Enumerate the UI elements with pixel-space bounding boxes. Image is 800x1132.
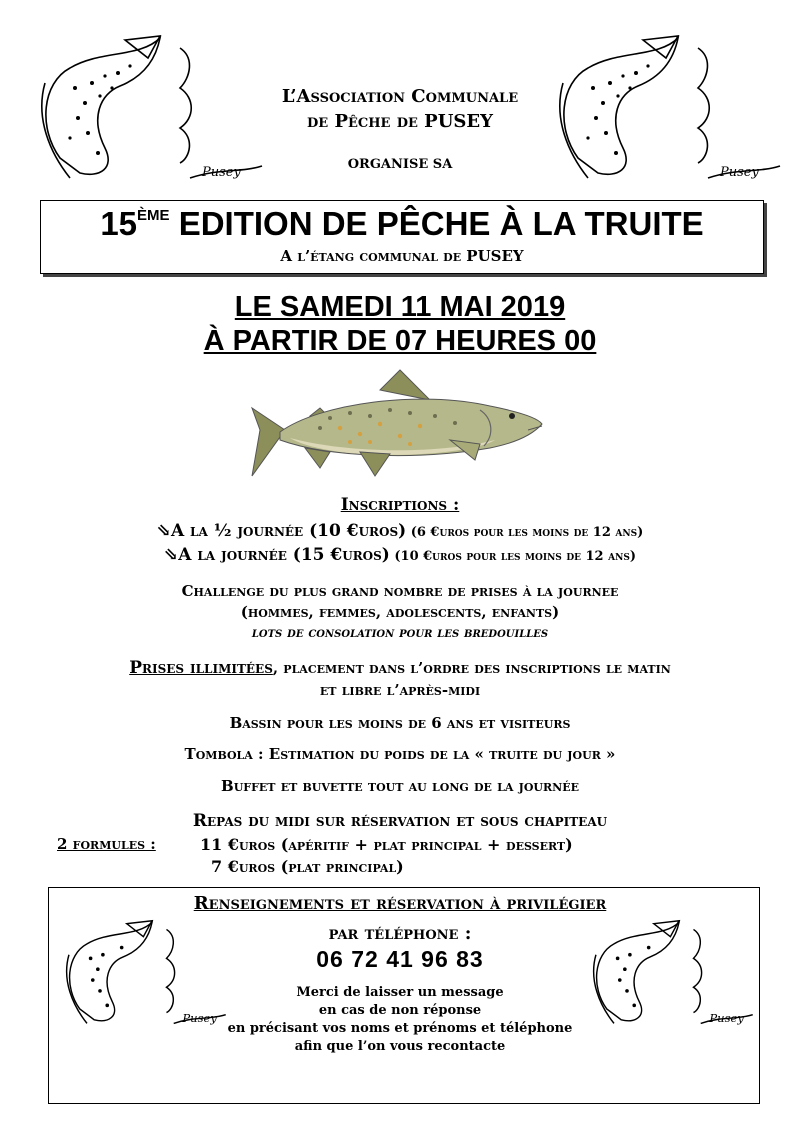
info-heading: Renseignements et réservation à privilégier: [193, 893, 607, 914]
organise-text: ORGANISE SA: [347, 157, 453, 172]
club-logo-bottom-right: [585, 915, 755, 1027]
logo-text: Pusey: [202, 165, 241, 180]
edition-number: 15: [100, 205, 138, 242]
inscriptions-heading: Inscriptions :: [340, 495, 460, 515]
message-text: Merci de laisser un message en cas de non réponse en précisant vos noms et prénoms et téléphone afin que l’on vous recontacte: [227, 985, 573, 1054]
arrow-icon: ⇘: [164, 545, 179, 565]
arrow-icon: ⇘: [156, 521, 171, 541]
prises-label: Prises illimitées: [129, 658, 273, 678]
association-line1: L’Association Communale: [281, 86, 519, 107]
edition-suffix: ÈME: [137, 207, 170, 224]
inscription-full-day: ⇘A la journée (15 €uros) (10 €uros pour les moins de 12 ans): [164, 545, 636, 565]
event-date: [0, 290, 800, 358]
prises-line2: et libre l’après-midi: [319, 681, 481, 699]
trout-illustration: [250, 368, 550, 486]
tombola-text: Tombola : Estimation du poids de la « truite du jour »: [184, 745, 616, 763]
event-title: [41, 205, 763, 243]
challenge-line2: (hommes, femmes, adolescents, enfants): [240, 603, 560, 621]
challenge-line1: Challenge du plus grand nombre de prises à la journee: [181, 582, 619, 600]
challenge-line3: lots de consolation pour les bredouilles: [251, 625, 549, 641]
formule-1: 11 €uros (apéritif + plat principal + dessert): [200, 835, 573, 854]
formule-2: 7 €uros (plat principal): [211, 857, 404, 876]
title-box: [40, 200, 764, 274]
prises-line1: Prises illimitées, placement dans l’ordre des inscriptions le matin: [129, 658, 671, 678]
logo-text: Pusey: [709, 1010, 744, 1025]
logo-text: Pusey: [720, 165, 759, 180]
inscription-half-day: ⇘A la ½ journée (10 €uros) (6 €uros pour les moins de 12 ans): [156, 521, 644, 541]
formules-label: 2 formules :: [57, 835, 156, 853]
title-main: EDITION DE PÊCHE À LA TRUITE: [169, 205, 704, 242]
association-name: [0, 84, 800, 134]
buffet-text: Buffet et buvette tout au long de la journée: [221, 777, 579, 795]
association-line2: de Pêche de PUSEY: [307, 111, 493, 132]
date-line1: LE SAMEDI 11 MAI 2019: [234, 291, 566, 323]
club-logo-bottom-left: [58, 915, 228, 1027]
logo-text: Pusey: [182, 1010, 217, 1025]
date-line2: À PARTIR DE 07 HEURES 00: [203, 325, 597, 357]
phone-number: 06 72 41 96 83: [316, 946, 484, 972]
bassin-text: Bassin pour les moins de 6 ans et visiteurs: [229, 714, 571, 732]
repas-line1: Repas du midi sur réservation et sous chapiteau: [192, 811, 608, 831]
par-telephone: par téléphone :: [328, 923, 472, 944]
event-subtitle: A l’étang communal de PUSEY: [280, 247, 524, 265]
